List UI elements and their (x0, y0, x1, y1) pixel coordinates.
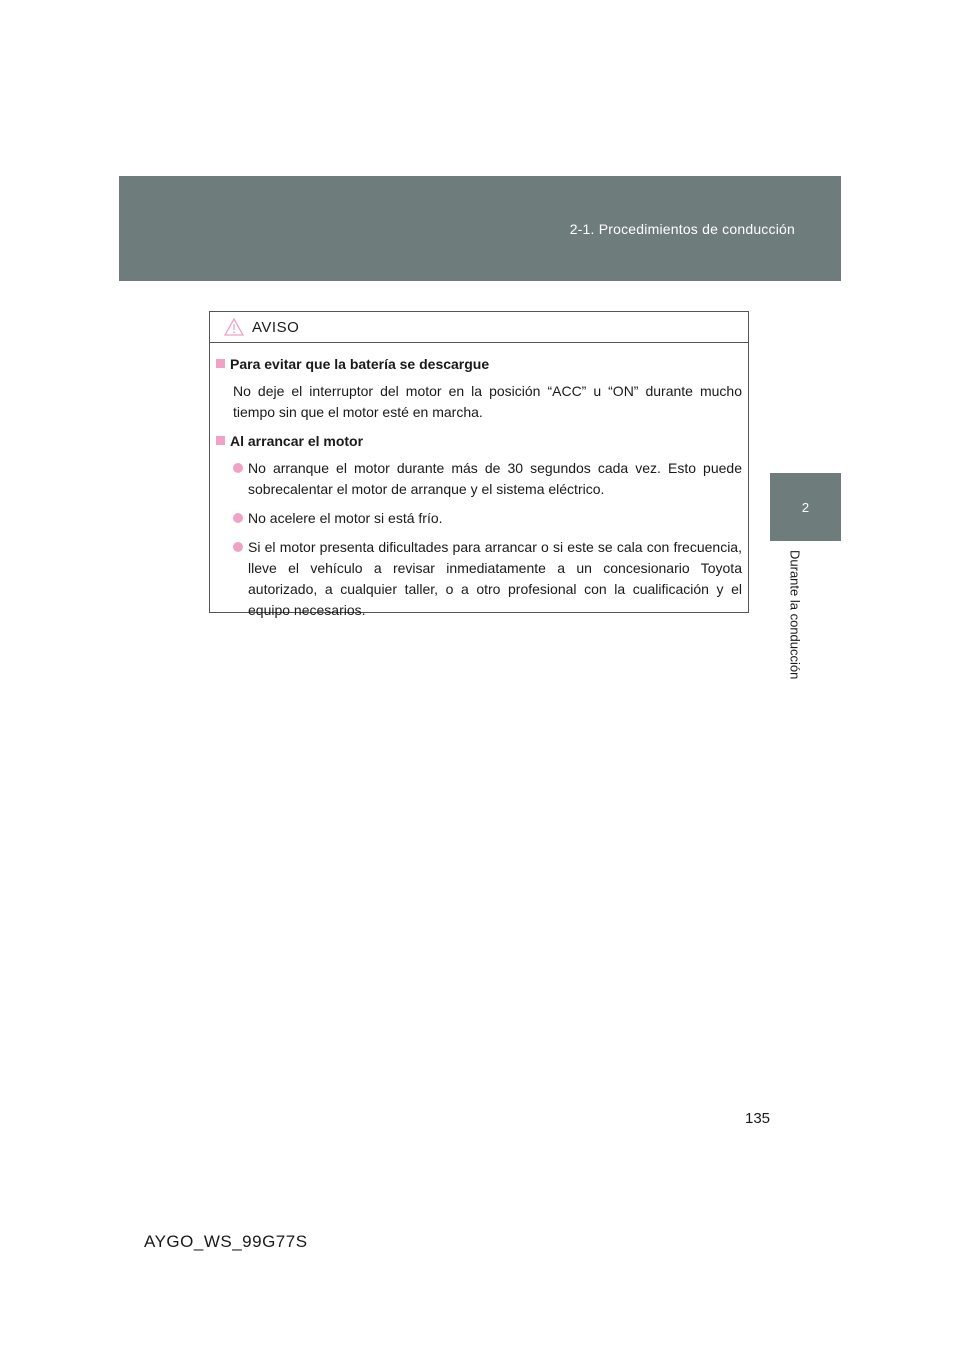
side-tab-number: 2 (770, 473, 841, 541)
section-title-text: Para evitar que la batería se descargue (230, 356, 490, 372)
side-tab-label: Durante la conducción (787, 550, 803, 680)
warning-triangle-icon (224, 318, 244, 336)
page-number: 135 (745, 1110, 771, 1127)
warning-heading: AVISO (252, 318, 300, 336)
warning-body (210, 343, 748, 621)
section-title-battery (216, 354, 742, 375)
round-bullet-icon (233, 542, 243, 552)
list-item (216, 508, 742, 529)
document-code: AYGO_WS_99G77S (144, 1232, 308, 1251)
square-bullet-icon (216, 359, 225, 368)
section-title-text: Al arrancar el motor (230, 433, 364, 449)
round-bullet-icon (233, 513, 243, 523)
list-item (216, 537, 742, 621)
list-item-text: No arranque el motor durante más de 30 segundos cada vez. Esto puede sobrecalentar el motor de arranque y el sistema eléctrico. (248, 460, 742, 497)
chapter-title: 2-1. Procedimientos de conducción (569, 221, 795, 237)
list-item-text: Si el motor presenta dificultades para arrancar o si este se cala con frecuencia, lleve el vehículo a revisar inmediatamente a un concesionario Toyota autorizado, a cualquier taller, o a otro profesional con la cualificación y el equipo necesarios. (248, 539, 742, 618)
section-paragraph: No deje el interruptor del motor en la posición “ACC” u “ON” durante mucho tiempo sin que el motor esté en marcha. (233, 383, 742, 420)
header-band (119, 176, 841, 281)
section-title-engine-start (216, 431, 742, 452)
round-bullet-icon (233, 463, 243, 473)
square-bullet-icon (216, 436, 225, 445)
warning-header (210, 312, 748, 343)
list-item (216, 458, 742, 500)
warning-box (209, 311, 749, 618)
list-item-text: No acelere el motor si está frío. (248, 510, 443, 526)
